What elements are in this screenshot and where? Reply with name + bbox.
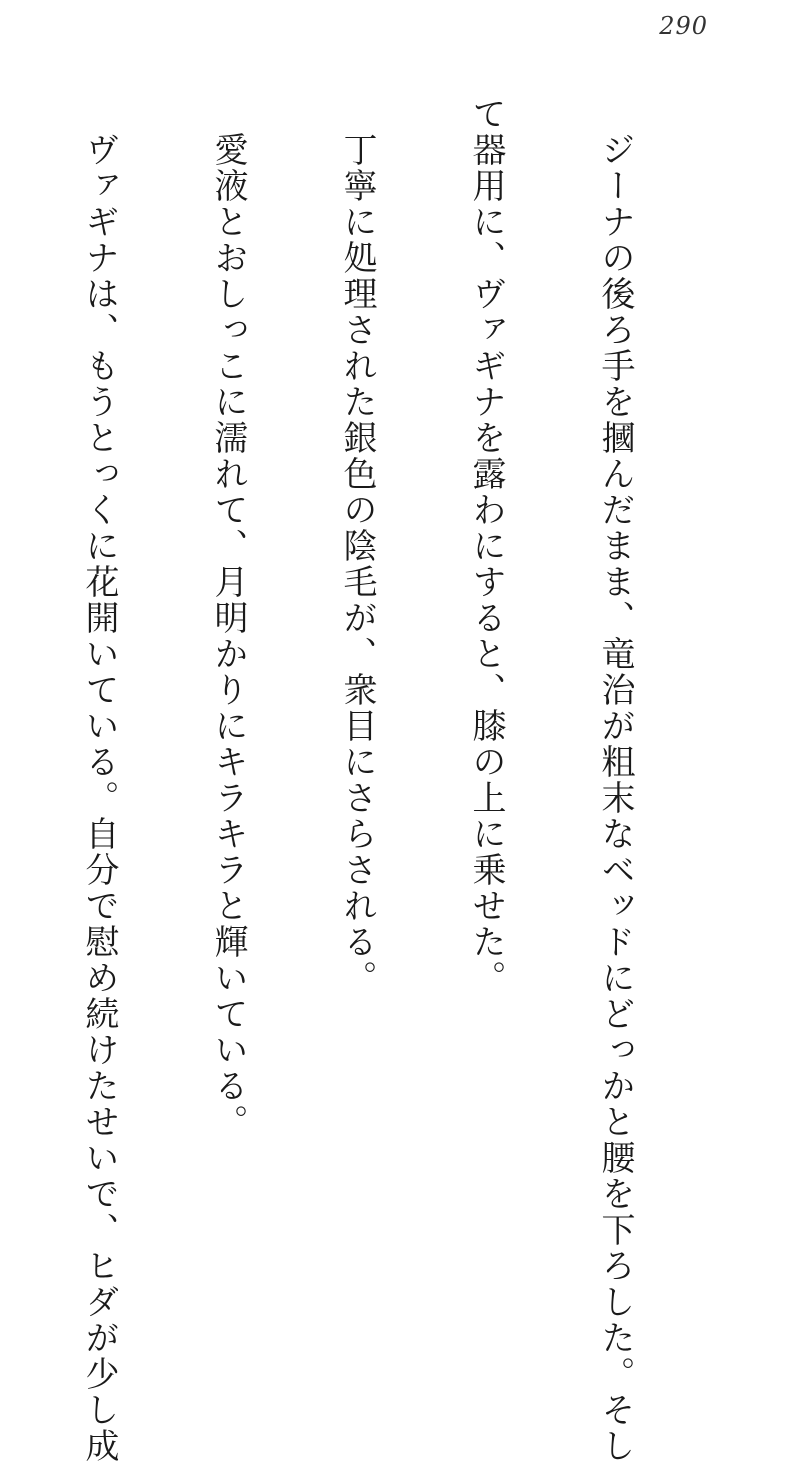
paragraph-3-text: 愛液とおしっこに濡れて、月明かりにキラキラと輝いている。 (208, 132, 248, 1140)
paragraph-1: て器用に、ヴァギナを露わにすると、膝の上に乗せた。 (466, 96, 506, 996)
paragraph-4 (77, 96, 120, 1464)
text-fragment: そし (595, 1392, 635, 1464)
paragraph-3 (206, 96, 249, 1156)
body-text (0, 96, 722, 1464)
paragraph-2-text: 丁寧に処理された銀色の陰毛が、衆目にさらされる。 (337, 132, 377, 996)
page-number: 290 (659, 12, 708, 40)
paragraph-0: ジーナの後ろ手を摑んだまま、竜治が粗末なベッドにどっかと腰を下ろした。そし (595, 96, 635, 1464)
paragraph-4-text: ヴァギナは、もうとっくに花開いている。自分で慰め続けたせいで、ヒダが少し成 (79, 132, 119, 1464)
paragraph-2 (335, 96, 378, 1156)
